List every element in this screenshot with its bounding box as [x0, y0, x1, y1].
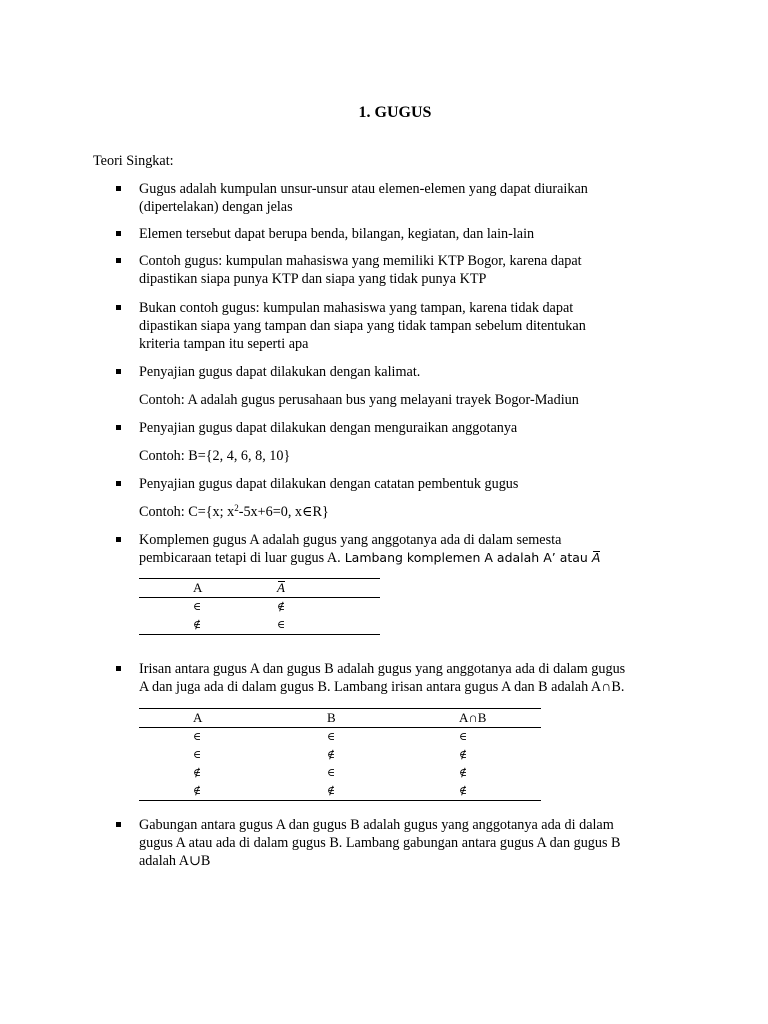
item-line: dipastikan siapa punya KTP dan siapa yang tidak punya KTP: [139, 271, 487, 287]
table-row: [139, 746, 541, 764]
table-cell: ∈: [193, 730, 202, 743]
example-pembentuk-prefix: Contoh: C={x; x: [139, 504, 235, 520]
table-header: A: [139, 579, 277, 598]
complement-notation-text: Lambang komplemen A adalah A’ atau: [340, 550, 592, 565]
table-cell: ∈: [193, 600, 202, 613]
intro-label: Teori Singkat:: [93, 153, 174, 169]
item-line-with-notation: [139, 549, 676, 567]
table-cell: ∈: [277, 616, 380, 635]
table-cell: ∉: [193, 766, 202, 779]
table-cell: ∉: [327, 782, 459, 801]
item-line: pembicaraan tetapi di luar gugus A.: [139, 550, 341, 566]
complement-bar-symbol: A: [277, 580, 285, 595]
table-header: B: [327, 709, 459, 728]
table-cell: ∈: [327, 766, 336, 779]
table-cell: ∈: [193, 748, 202, 761]
item-line: Bukan contoh gugus: kumpulan mahasiswa yang tampan, karena tidak dapat: [139, 300, 574, 316]
example-pembentuk-suffix: -5x+6=0, x∈R}: [238, 504, 329, 520]
table-cell: ∈: [459, 730, 468, 743]
bullet-icon: [116, 258, 121, 263]
table-cell: ∉: [139, 616, 277, 635]
bullet-icon: [116, 666, 121, 671]
table-cell: ∉: [327, 748, 336, 761]
item-line: Gugus adalah kumpulan unsur-unsur atau elemen-elemen yang dapat diuraikan: [139, 181, 588, 197]
bullet-icon: [116, 369, 121, 374]
page-title: 1. GUGUS: [358, 104, 432, 121]
bullet-icon: [116, 425, 121, 430]
item-line: Penyajian gugus dapat dilakukan dengan menguraikan anggotanya: [139, 420, 518, 436]
bullet-icon: [116, 305, 121, 310]
table-cell: ∉: [277, 600, 286, 613]
item-line: dipastikan siapa yang tampan dan siapa yang tidak tampan sebelum ditentukan: [139, 318, 586, 334]
table-row: [139, 616, 380, 635]
item-line: gugus A atau ada di dalam gugus B. Lambang gabungan antara gugus A dan gugus B: [139, 835, 621, 851]
example-uraian: Contoh: B={2, 4, 6, 8, 10}: [139, 448, 291, 464]
table-row: [139, 764, 541, 782]
table-cell: ∉: [459, 782, 541, 801]
item-line: A dan juga ada di dalam gugus B. Lambang irisan antara gugus A dan B adalah A∩B.: [139, 679, 625, 695]
item-line: Penyajian gugus dapat dilakukan dengan catatan pembentuk gugus: [139, 476, 519, 492]
item-line: Komplemen gugus A adalah gugus yang anggotanya ada di dalam semesta: [139, 532, 562, 548]
table-header: [277, 579, 380, 598]
bullet-icon: [116, 822, 121, 827]
bullet-icon: [116, 537, 121, 542]
table-cell: ∉: [459, 748, 468, 761]
bullet-icon: [116, 186, 121, 191]
example-pembentuk-exponent: 2: [234, 503, 239, 513]
complement-bar-symbol: A: [591, 550, 601, 565]
table-cell: ∉: [139, 782, 327, 801]
item-line: Penyajian gugus dapat dilakukan dengan kalimat.: [139, 364, 421, 380]
item-line: kriteria tampan itu seperti apa: [139, 336, 309, 352]
bullet-icon: [116, 231, 121, 236]
table-header: A∩B: [459, 709, 541, 728]
table-header: A: [139, 709, 327, 728]
table-cell: ∉: [459, 766, 468, 779]
bullet-icon: [116, 481, 121, 486]
item-line: (dipertelakan) dengan jelas: [139, 199, 293, 215]
item-line: adalah A∪B: [139, 853, 211, 869]
example-pembentuk: [139, 503, 329, 521]
item-line: Gabungan antara gugus A dan gugus B adalah gugus yang anggotanya ada di dalam: [139, 817, 614, 833]
table-row: [139, 782, 541, 801]
item-line: Contoh gugus: kumpulan mahasiswa yang memiliki KTP Bogor, karena dapat: [139, 253, 582, 269]
intersection-table: [139, 708, 541, 801]
table-row: [139, 728, 541, 747]
item-line: Elemen tersebut dapat berupa benda, bilangan, kegiatan, dan lain-lain: [139, 226, 535, 242]
example-kalimat: Contoh: A adalah gugus perusahaan bus yang melayani trayek Bogor-Madiun: [139, 392, 579, 408]
complement-table: [139, 578, 380, 635]
item-line: Irisan antara gugus A dan gugus B adalah gugus yang anggotanya ada di dalam gugus: [139, 661, 626, 677]
table-row: [139, 598, 380, 617]
table-cell: ∈: [327, 730, 336, 743]
